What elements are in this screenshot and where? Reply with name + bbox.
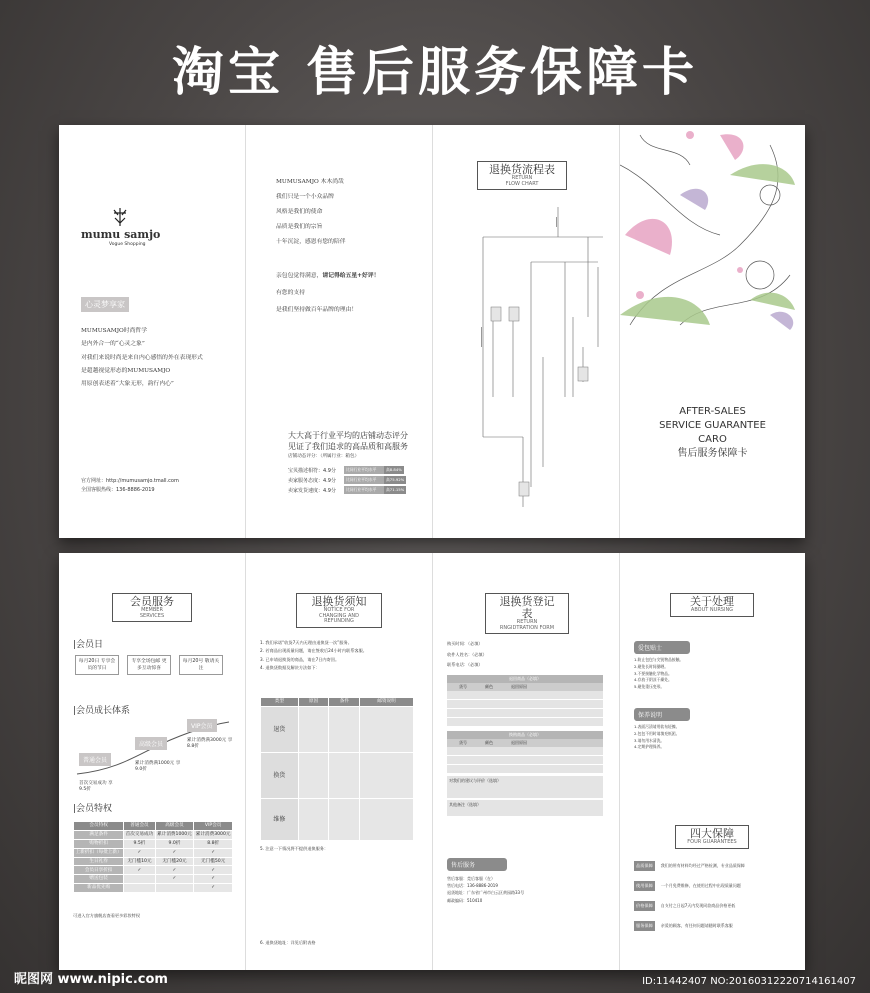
- notice-title: 退换货须知 NOTICE FOR CHANGING AND REFUNDING: [296, 593, 382, 628]
- member-day-title: |会员日: [73, 640, 104, 650]
- privilege-cell: 无门槛50元: [194, 857, 233, 866]
- care-title: 关于处理 ABOUT NURSING: [670, 593, 754, 617]
- day-card: 每月20号 敬请关注: [179, 655, 223, 675]
- level-normal: 普通会员 首次交易成功 享9.5折: [79, 747, 119, 792]
- guarantee-title: 四大保障 FOUR GUARANTEES: [675, 825, 749, 849]
- watermark-right: ID:11442407 NO:20160312220714161407: [642, 976, 856, 987]
- page-title: 淘宝 售后服务保障卡: [171, 43, 699, 103]
- guarantee-item: 使用保障 一个月免费维修，在使用过程中出现质量问题: [634, 881, 794, 891]
- privilege-cell: ✓: [194, 866, 233, 875]
- privilege-cell: 会员日享折扣: [74, 866, 124, 875]
- register-form: 退回商品（必填） 货号 颜色 退回原因 换购商品（必填） 货号 颜色 退回原因 对我们的建议与评价（选填） 其他备注（选填）: [447, 675, 603, 816]
- privilege-footer: 可进入官方旗舰店查看更多彩妆特权: [73, 913, 141, 918]
- service-info: 售后服务 售后客服：莞后客服（在） 售后电话：136-8886-2019 退货地址：广东省广州市白云区黄园路33号 邮政编码：510410: [447, 858, 603, 904]
- rating-row: 卖家发货速度：4.9分 比同行业平均水平 高71.15%: [288, 487, 405, 494]
- privilege-cell: ✓: [155, 866, 194, 875]
- guarantee-list: [634, 861, 794, 941]
- privilege-row: [74, 884, 233, 893]
- privilege-cell: ✓: [124, 848, 155, 857]
- member-panel: [59, 553, 245, 970]
- privilege-row: [74, 875, 233, 884]
- rating-headline: 大大高于行业平均的店铺动态评分 见证了我们追求的高品质和高服务: [288, 431, 408, 452]
- privilege-cell: 满足条件: [74, 830, 124, 839]
- growth-title: |会员成长体系: [73, 706, 131, 716]
- rating-row: 卖家服务态度：4.9分 比同行业平均水平 高75.92%: [288, 477, 405, 484]
- notice-items: 1. 我们承诺“收货7天内无理由退换货一次”服务。 2. 若商品出现质量问题，请在签收后24小时内联系客服。 3. 已申请退换货的商品，请在7日内寄回。 4. 退换货数据及解决方法如下：: [260, 640, 367, 671]
- register-panel: [433, 553, 619, 970]
- privilege-cell: 无门槛20元: [155, 857, 194, 866]
- guarantee-item: 品质保障 我们的所有材料均经过严格检测，专业品质保障: [634, 861, 794, 871]
- care-panel: [620, 553, 805, 970]
- brochure-outside: [59, 125, 805, 538]
- brand-name: mumu samjo: [81, 228, 161, 241]
- privilege-cell: 新品优先购: [74, 884, 124, 893]
- privilege-cell: 上新折扣（每批上新）: [74, 848, 124, 857]
- privilege-cell: 购物折扣: [74, 839, 124, 848]
- register-fields: 购买时间：（必填） 收件人姓名：（必填） 联系电话：（必填）: [447, 641, 487, 667]
- privilege-cell: 9.5折: [124, 839, 155, 848]
- register-title: 退换货登记表 RETURN RNGIDTRATION FORM: [485, 593, 569, 634]
- praise-text: 亲包包觉得满意，请记得给五星+好评！ 有您的支持 是我们坚持做百年品牌的理由！: [276, 273, 380, 313]
- privilege-cell: 累计消费3000元: [194, 830, 233, 839]
- brochure-inside: [59, 553, 805, 970]
- privilege-cell: 生日礼券: [74, 857, 124, 866]
- cover-contact: 官方网址：http://mumusamjo.tmall.com 全国客服热线：136-8886-2019: [81, 478, 179, 493]
- privilege-cell: 9.0折: [155, 839, 194, 848]
- brand-subtitle: Vogue Shopping: [109, 242, 146, 247]
- privilege-row: [74, 848, 233, 857]
- back-cover-panel: [620, 125, 805, 538]
- privilege-cell: 累计消费1000元: [155, 830, 194, 839]
- privilege-cell: 赠送包装: [74, 875, 124, 884]
- notice-tail: 5. 注意一下情况将不提供退换服务： 6. 退换货地址：详见后附表格: [260, 846, 329, 946]
- rating-list: [288, 465, 428, 495]
- rating-note: 店铺动态评分：（所属行业：箱包）: [288, 454, 360, 459]
- notice-table: 类型 原因 条件 邮资说明 退货 换货 维修: [260, 697, 414, 841]
- intro-lines: MUMUSAMJO 木木尚哉 我们只是一个小众品牌 风格是我们的使命 品质是我们的宗旨 十年沉淀，感恩有您的陪伴: [276, 179, 346, 246]
- cover-lines: MUMUSAMJO时尚哲学 是内外合一的“心灵之象” 对我们来说时尚是来自内心感悟的外在表现形式 是超越视觉形态的MUMUSAMJO 用原创表述着“大象无形，韵行内心”: [81, 328, 203, 388]
- privilege-cell: ✓: [194, 875, 233, 884]
- member-day-cards: [75, 655, 223, 675]
- privilege-row: [74, 857, 233, 866]
- tip-block-2: 保养说明 1.表面污渍请用软布轻擦。 2.包包不用时请填充纸团。 3.请勿用水清洗。 4.定期护理保养。: [634, 708, 794, 751]
- flow-title: 退换货流程表 RETURN FLOW CHART: [477, 161, 567, 190]
- privilege-cell: 8.8折: [194, 839, 233, 848]
- privilege-cell: ✓: [194, 848, 233, 857]
- privilege-table: 会员特权 普通会员 高级会员 VIP会员 满足条件 首次交易成功 累计消费1000元 累计消费3000元 购物折扣 9.5折 9.0折 8.8折 上新折扣（每批上新） ✓ ✓ ✓ 生日礼券 无门槛10元 无门槛20元 无门槛50元 会员日享折扣 ✓ ✓ ✓ 赠送包装 ✓ ✓ 新品优先购 ✓ 可进入官方旗舰店查看更多彩妆特权: [73, 821, 233, 919]
- privilege-title: |会员特权: [73, 804, 113, 814]
- cover-panel: [59, 125, 245, 538]
- privilege-cell: [155, 884, 194, 893]
- flow-chart-diagram: [453, 207, 603, 527]
- privilege-cell: ✓: [155, 848, 194, 857]
- watermark-left: 昵图网 www.nipic.com: [14, 972, 168, 987]
- tip-block-1: 爱包贴士 1.防止包包与尖锐物品接触。 2.避免长时间暴晒。 3.不要接触化学物品。 4.存放于阴凉干燥处。 5.避免重压变形。: [634, 641, 794, 691]
- privilege-cell: [124, 875, 155, 884]
- level-vip: VIP会员 累计消费满3000元 享8.8折: [187, 713, 235, 749]
- privilege-cell: ✓: [194, 884, 233, 893]
- privilege-cell: ✓: [155, 875, 194, 884]
- service-tag: 售后服务: [447, 858, 507, 871]
- floral-decoration: [620, 125, 805, 335]
- day-card: 专享全场包邮 更多互动惊喜: [127, 655, 171, 675]
- level-senior: 高级会员 累计消费满1000元 享9.0折: [135, 731, 181, 772]
- intro-panel: [246, 125, 432, 538]
- privilege-cell: 首次交易成功: [124, 830, 155, 839]
- privilege-cell: ✓: [124, 866, 155, 875]
- back-cover-text: AFTER-SALES SERVICE GUARANTEE CARO 售后服务保障卡: [659, 406, 766, 459]
- guarantee-item: 服务保障 亲爱的顾客，有任何问题请随时联系客服: [634, 921, 794, 931]
- privilege-cell: [124, 884, 155, 893]
- privilege-cell: 无门槛10元: [124, 857, 155, 866]
- privilege-row: [74, 830, 233, 839]
- notice-panel: [246, 553, 432, 970]
- heart-tag: 心灵梦享家: [81, 297, 129, 312]
- brand-logo-icon: [112, 207, 128, 227]
- privilege-row: [74, 839, 233, 848]
- privilege-row: [74, 866, 233, 875]
- member-title: 会员服务 MEMBER SERVICES: [112, 593, 192, 622]
- day-card: 每月20日 专享会员的节日: [75, 655, 119, 675]
- flow-chart-panel: [433, 125, 619, 538]
- guarantee-item: 价格保障 自支付之日起7天内发现同款商品价格更低: [634, 901, 794, 911]
- rating-row: 宝贝描述相符：4.9分 比同行业平均水平 高8.84%: [288, 467, 402, 474]
